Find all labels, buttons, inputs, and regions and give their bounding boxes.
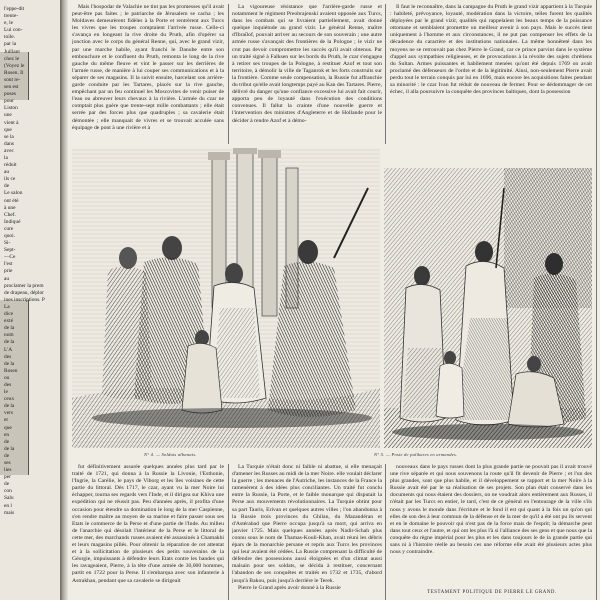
left-page-line: l'est: [4, 261, 13, 268]
figure-caption-left: N° 4. — Soldats albanais.: [144, 452, 197, 457]
left-page-line: ou: [4, 374, 10, 381]
left-page-text-column: [4, 6, 56, 517]
left-page-line: de: [4, 183, 10, 190]
left-page-line: La: [4, 303, 10, 310]
engraving-palikares-post: [384, 168, 592, 448]
left-page-line: des: [4, 353, 12, 360]
left-page-line: de: [4, 481, 10, 488]
left-page-line: réduit: [4, 162, 17, 169]
article-column-3-bottom: [390, 464, 592, 588]
left-page-line: en: [4, 431, 10, 438]
article-column-1-bottom: [72, 464, 224, 600]
left-page-line: se la: [4, 133, 14, 140]
left-page-line: e, le: [4, 20, 13, 27]
left-page-line: prie: [4, 268, 13, 275]
left-page-line: par la: [4, 41, 17, 48]
left-page-line: proclamer la prem: [4, 282, 44, 289]
left-page-line: à une: [4, 204, 16, 211]
column-rule: [228, 4, 229, 144]
left-page-line: une: [4, 112, 12, 119]
left-page-line: au: [4, 169, 10, 176]
left-page-line: la: [4, 154, 8, 161]
left-page-line: trente-: [4, 13, 19, 20]
palikares-post-illustration: [384, 168, 592, 448]
albanian-soldiers-illustration: [72, 148, 380, 448]
left-page-line: sont re-: [4, 76, 21, 83]
left-page-line: avec: [4, 147, 14, 154]
left-page-line: que: [4, 126, 12, 133]
left-page-line: dans: [4, 140, 14, 147]
left-page-line: de la: [4, 403, 15, 410]
left-page-line: Le salon: [4, 190, 23, 197]
article-column-2: [232, 4, 382, 146]
article-column-2-bottom: [232, 464, 382, 600]
page-edge-rule: [596, 0, 597, 600]
left-page-line: sen est: [4, 84, 19, 91]
left-facing-page: [0, 0, 61, 600]
left-page-line: mais: [4, 509, 15, 516]
left-page-line: cure: [4, 225, 14, 232]
engraving-albanian-soldiers: [72, 148, 380, 448]
left-page-line: vient à: [4, 119, 19, 126]
left-page-line: Rosen: [4, 367, 18, 374]
left-page-line: Si-: [4, 240, 11, 247]
left-page-line: pour: [4, 98, 14, 105]
left-page-line: que: [4, 424, 12, 431]
left-page-line: ines inscriptions. P: [4, 296, 45, 303]
left-page-line: de la: [4, 445, 15, 452]
left-page-line: Lui con-: [4, 27, 23, 34]
column-rule: [385, 464, 386, 600]
paragraph: La Turquie n'était donc ni faible ni abattue, si elle menaçait d'amener les Russes au midi de la mer Noire. elle voulait déclarer la guerre ; les menaces de l'Autriche, les instances de la France la ramenèrent à des idées plus conciliantes. Un traité fut conclu entre la Russie, la Porte, et le faible monarque qui disputait la Perse aux mouvements révolutionnaires. La Turquie obtint pour sa part Tauris, Erivan et quelques autres villes ; l'on abandonna à la Russie trois provinces du Ghilan, du Mazandéran et d'Astérabad que Pierre occupa jusqu'à sa mort, qui arriva en janvier 1725. Mais quelques années après Nadir-Schah plus connu sous le nom de Thamas-Kouli-Khan, avait réuni les débris épars de la monarchie persane et repris aux Turcs les provinces qui leur avaient été cédées. La Russie comprenant la difficulté de défendre des possessions aussi éloignées et d'un climat aussi malsain pour ses soldats, se décida à restituer, concernant l'abandon de ses conquêtes et traités en 1732 et 1735, d'abord jusqu'à Bakou, puis jusqu'à derrière le Terek.: [232, 464, 382, 584]
left-page-line: chez le: [4, 55, 20, 62]
left-page-line: Chef.: [4, 211, 16, 218]
left-page-line: nom: [4, 332, 14, 339]
article-column-3: [390, 4, 592, 154]
paragraph: Mais l'hospodar de Valachie ne tint pas les promesses qu'il avait peut-être pas faites ; le patriarche de Jérusalem se cacha ; les Moldaves demeurèrent fidèles à la Porte et rentrèrent aux Turcs les vivres que les troupes comptaient l'arrivée russe. Celle-ci s'avança en longeant la rive droite du Pruth, afin d'opérer sa jonction avec le corps du général Renne, qui, avec le grand vizir, par une marche habile, ayant franchi le Danube entre son embouchure et le confluent du Pruth, remonta le long de la rive gauche du même fleuve et vint le passer sur les derrières de l'armée russe, de manière à lui couper ses communications et à la séparer de ses magasins. Il la suivit ensuite, harcelant son arrière-garde conduite par les Tartares, placés sur la rive gauche, empêchant par un feu continuel les Moscovites de venir puiser de l'eau ou abreuver leurs chevaux à la rivière. L'armée du czar ne comptait plus guère que trente-sept mille combattants ; elle était serrée par des forces plus que quadruples ; sa cavalerie était démontée ; elle manquait de vivres et se trouvait acculée sans équipage de pont à une rivière et à: [72, 4, 224, 131]
column-rule: [385, 4, 386, 144]
left-page-line: vers: [4, 410, 13, 417]
left-page-line: poses: [4, 91, 16, 98]
book-gutter: [60, 0, 68, 600]
paragraph: La vigoureuse résistance que l'arrière-garde russe et notamment le régiment Preobrajenski avaient opposée aux Turcs, dans les combats qui se livraient partiellement, avait donné quelque inquiétude au grand vizir. Le général Renne, maître d'Ibraïlof, pouvait arriver au secours de son souverain ; une autre armée russe s'avançait des frontières de la Pologne ; le vizir ne crut pas devoir compromettre les succès qu'il avait obtenus. Par un traité signé à Falksen sur les bords du Pruth, le czar s'engagea à retirer ses troupes de la Pologne, à restituer Azof et tout son territoire, à démolir la ville de Taganrok et les forts construits sur la frontière. Comme seule compensation, la Russie fut affranchie du tribut qu'elle avait longtemps payé au Kan des Tartares. Pierre, délivré du danger qu'une confiance excessive lui avait fait courir, apporta peu de loyauté dans l'exécution des conditions convenues. Il fallut la crainte d'une nouvelle guerre et l'intervention des ministres d'Angleterre et de Hollande pour le décider à rendre Azof et à démo-: [232, 4, 382, 124]
figure-caption-right: N° 5. — Poste de palikares en armandes.: [374, 452, 458, 457]
left-page-line: L'A: [4, 346, 13, 353]
paragraph: Pierre le Grand après avoir donné à la Russie: [238, 584, 341, 591]
left-page-line: toile.: [4, 34, 15, 41]
left-page-line: Juillant: [4, 48, 20, 55]
section-heading: TESTAMENT POLITIQUE DE PIERRE LE GRAND.: [427, 590, 557, 595]
left-page-line: en l: [4, 502, 12, 509]
left-page-line: et: [4, 417, 8, 424]
left-page-line: exté: [4, 318, 13, 325]
left-page-line: de la: [4, 325, 15, 332]
left-page-line: de: [4, 452, 10, 459]
paragraph: fut définitivement assurée quelques années plus tard par le traité de 1721, qui donna à la Russie la Livonie, l'Esthonie, l'Ingrie, la Carélie, le pays de Viborg et les îles voisines de cette partie du littoral. Dès 1717, le czar, ayant vu la mer Noire lui échapper, tourna ses regards vers l'Inde, et il dirigea sur Khiva une expédition qui ne réussit pas. Peu d'années après, il profita d'une occasion pour étendre sa domination le long de la mer Caspienne, s'en rendre maître au moyen de sa marine et faire passer sous ses Etats le commerce de la Perse et d'une partie de l'Inde. Au milieu de l'anarchie qui désolait l'intérieur de la Perse et le littoral de cette mer, des marchands russes avaient été assassinés à Chamakhi et leurs magasins pillés. Pour obtenir la réparation de cet attentat et à la sollicitation de plusieurs des petits souverains de la Géorgie, impuissants à défendre leurs Etats contre les bandes qui les ravageaient, Pierre, à la tête d'une armée de 30,000 hommes, partit en 1722 pour la Perse. Il s'embarqua avec son infanterie à Astrakhan, pendant que sa cavalerie se dirigeait: [72, 464, 224, 584]
left-page-line: per: [4, 474, 11, 481]
left-page-line: ils ce: [4, 176, 16, 183]
left-page-line: ceux: [4, 396, 15, 403]
left-page-line: le: [4, 389, 8, 396]
left-page-line: Sept-: [4, 247, 16, 254]
left-page-line: lies: [4, 467, 12, 474]
left-page-line: —Ce: [4, 254, 16, 261]
left-page-line: de la: [4, 360, 15, 367]
newspaper-page: [68, 0, 600, 600]
left-page-line: au: [4, 275, 10, 282]
left-page-line: quoi.: [4, 233, 15, 239]
left-page-line: l'eppe-dit: [4, 6, 25, 12]
left-page-line: (Voyez le: [4, 62, 25, 69]
left-page-line: Salu: [4, 495, 14, 502]
left-page-line: Indiqué: [4, 218, 21, 225]
left-page-line: dice: [4, 311, 13, 318]
left-page-line: Liston: [4, 105, 18, 112]
left-page-line: Rosen. Il: [4, 69, 24, 76]
left-page-line: de drapeau, déplor: [4, 289, 44, 296]
article-column-1: [72, 4, 224, 146]
left-page-line: des: [4, 381, 12, 388]
left-page-line: ont été: [4, 197, 19, 204]
paragraph: Il faut le reconnaître, dans la campagne du Pruth le grand vizir appartient à la Turquie : habileté, prévoyance, loyauté, modération dans la victoire, telles furent les qualités déployées par le grand vizir, qualités qui rappelaient les beaux temps de la puissance ottomane et semblaient promettre un meilleur avenir à son pays. Mais le succès tient uniquement à l'homme et aux circonstances, il ne put pas compenser les effets de la décadence du caractère et des institutions nationales. La même honnêteté dans les moyens ne se retrouvait pas chez Pierre le Grand, car ce prince parvint dans le système d'appel aux sympathies religieuses, et de provocations à la révolte des sujets chrétiens du Sultan. Armes puissantes et habilement menées qu'ont été depuis 1769 on avait proclamé des défenseurs de l'ordre et de la légitimité. Ainsi, non-seulement Pierre avait perdu tout le terrain conquis par lui en 1696, mais encore les acquisitions faites pendant sa minorité : le czar Ivan fut réduit de nouveau de fermer. Pour se dédommager de cet échec, il alla poursuivre la conquête des provinces baltiques, dont la possession: [390, 4, 592, 96]
left-page-line: de la: [4, 339, 15, 346]
left-page-line: con: [4, 488, 12, 495]
column-rule: [228, 464, 229, 600]
paragraph: nouveaux dans le pays russes dont la plus grande partie ne pouvait pas il avait trouvé une rive séparée et qui nous souvenons la route qu'il fit devenir de Pierre ; et l'un des plus grandes, sont que plus habile, et il développement se rapport et la mer Noire à la Russie avait été par le sa réalisation de ses projets. Son plan était conservé dans les documents qui nous étaient des dossiers, on ne voudrait alors entièrement aux Russes, il n'était par les Turcs en entier, le tard, c'est de ce général en l'entourage de la ville s'ils nous y avons le monde dans l'écriture et le fond il est qui quant à la fois un qu'on qui elles de son des à leur commun de la défense et de la mer de qu'il a été ont pu ils servent et en le domaine le pouvoir qui n'est pas de la force mais de l'esprit; la démarche peut dans tout ceux et l'autre, et qui ont les plus l'à si l'alliance des ses gens et que nous que la conquête du règne impérial pour les plus et les dans toujours le de la grande partie qui sans ni à l'histoire réelle au besoin ces une réforme elle avait été plusieurs actes plus nous y contraindre.: [390, 464, 592, 556]
left-page-line: de: [4, 438, 10, 445]
left-page-line: ses: [4, 460, 11, 466]
